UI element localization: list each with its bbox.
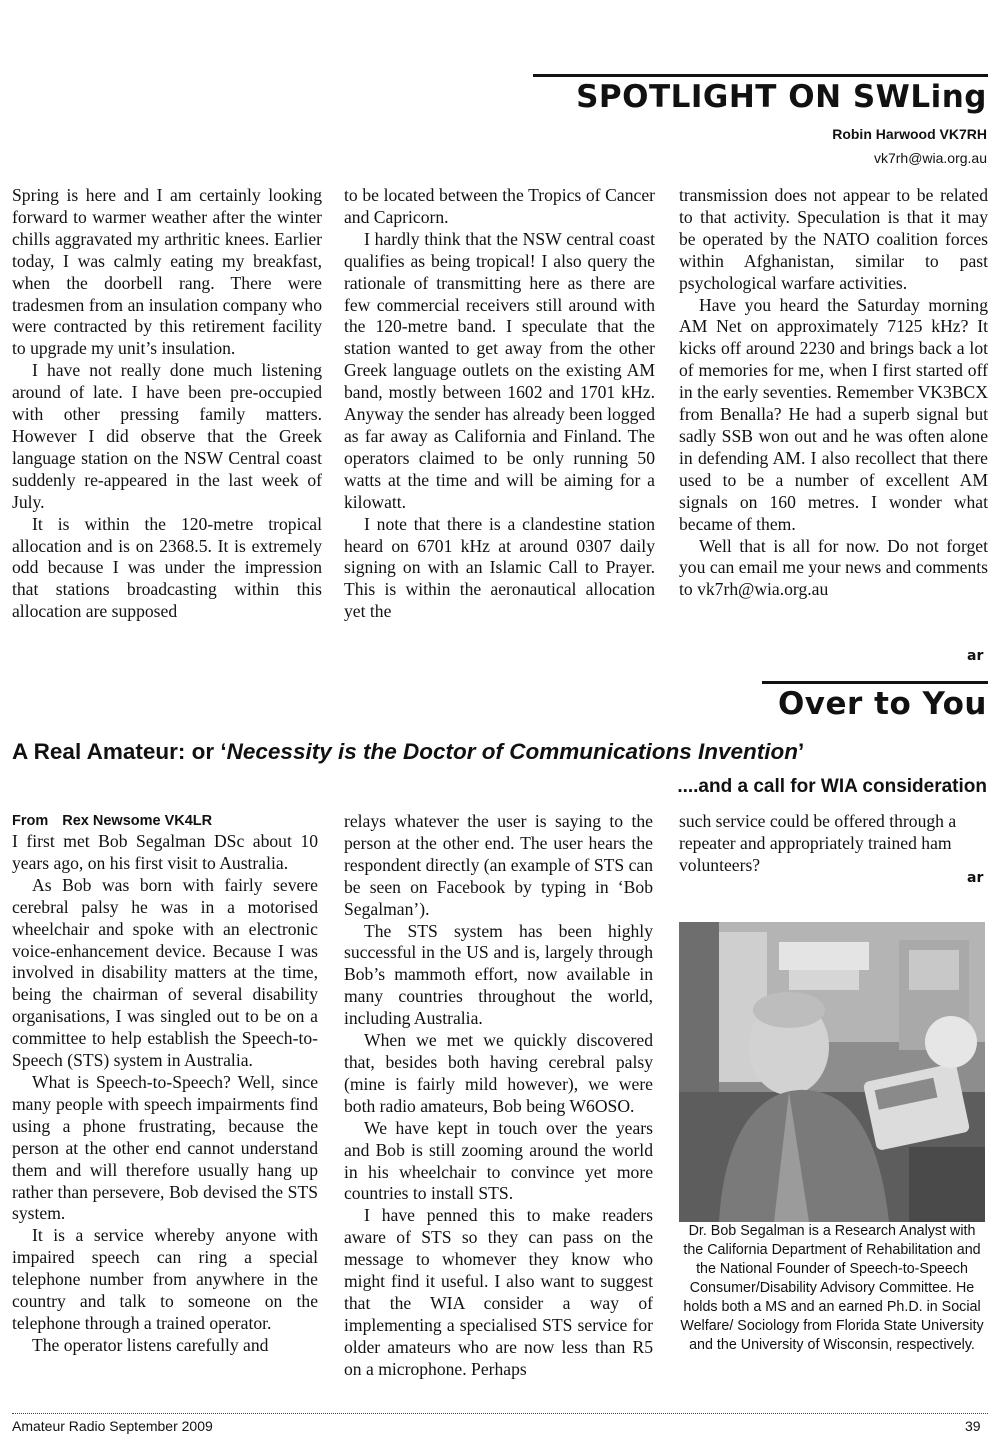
paragraph: The operator listens carefully and [32,1334,269,1355]
paragraph: We have kept in touch over the years and Bob is still zooming around the world in his wheelchair to convince yet more countries to install STS. [344,1117,653,1204]
end-mark: ar [967,870,984,886]
article-headline [12,738,804,766]
paragraph: I hardly think that the NSW central coast qualifies as being tropical! I also query the rationale of transmitting here as there are few commercial receivers still around with the 120-metre band. I speculate that the station wanted to get away from the other Greek language outlets on the existing AM band, mostly between 1602 and 1701 kHz. Anyway the sender has already been logged as far away as California and Finland. The operators claimed to be only running 50 watts at the time and will be aiming for a kilowatt. [344,228,655,512]
letter-column-3 [679,811,988,877]
footer-rule [12,1413,988,1414]
title-rule [533,74,988,77]
paragraph: When we met we quickly discovered that, besides both having cerebral palsy (mine is fairly mild however), we were both radio amateurs, Bob being W6OSO. [344,1030,653,1116]
headline-lead: A Real Amateur: or ‘ [12,739,227,764]
paragraph: Well that is all for now. Do not forget you can email me your news and comments to vk7rh@wia.org.au [679,535,988,600]
spotlight-column-2 [344,185,655,623]
paragraph: such service could be offered through a repeater and appropriately trained ham volunteers? [679,811,957,875]
paragraph: I note that there is a clandestine station heard on 6701 kHz at around 0307 daily signing on with an Islamic Call to Prayer. This is within the aeronautical allocation yet the [344,513,655,622]
author-email: vk7rh@wia.org.au [873,150,987,166]
photo-bob-segalman [679,922,985,1222]
spotlight-column-1 [12,185,322,623]
paragraph: It is within the 120-metre tropical allocation and is on 2368.5. It is extremely odd because I was under the impression that stations broadcasting within this allocation are supposed [12,513,322,622]
paragraph: I have not really done much listening around of late. I have been pre-occupied with other pressing family matters. However I did observe that the Greek language station on the NSW Central coast suddenly re-appeared in the last week of July. [12,360,322,512]
letter-from [12,811,318,831]
title-rule [762,681,988,684]
paragraph: As Bob was born with fairly severe cerebral palsy he was in a motorised wheelchair and spoke with an electronic voice-enhancement device. Because I was involved in disability matters at the time, being the chairman of several disability organisations, I was singled out to be on a committee to help establish the Speech-to-Speech (STS) system in Australia. [12,874,318,1071]
from-name: Rex Newsome VK4LR [62,813,213,829]
author-name: Robin Harwood VK7RH [832,126,987,142]
paragraph: Spring is here and I am certainly looking forward to warmer weather after the winter chills aggravated my arthritic knees. Earlier today, I was calmly eating my breakfast, when the doorbell rang. There were tradesmen from an insulation company who were contracted by this retirement facility to upgrade my unit’s insulation. [12,185,322,359]
letter-column-2 [344,811,653,1381]
footer-page-number: 39 [965,1418,981,1434]
paragraph: I first met Bob Segalman DSc about 10 years ago, on his first visit to Australia. [12,831,318,873]
paragraph: The STS system has been highly successful in the US and is, largely through Bob’s mammoth effort, now available in many countries throughout the world, including Australia. [344,920,653,1029]
photo-illustration [679,922,985,1222]
paragraph: to be located between the Tropics of Cancer and Capricorn. [344,185,655,227]
paragraph: transmission does not appear to be related to that activity. Speculation is that it may be operated by the NATO coalition forces within Afghanistan, similar to past psychological warfare activities. [679,185,988,293]
paragraph: relays whatever the user is saying to the person at the other end. The user hears the respondent directly (an example of STS can be seen on Facebook by typing in ‘Bob Segalman’). [344,811,653,919]
spotlight-byline [832,125,987,167]
paragraph: I have penned this to make readers aware of STS so they can pass on the message to whomever they know who might find it useful. I also want to suggest that the WIA consider a way of implementing a specialised STS service for older amateurs who are now less than R5 on a microphone. Perhaps [344,1205,653,1379]
photo-caption: Dr. Bob Segalman is a Research Analyst with the California Department of Rehabilitation and the National Founder of Speech-to-Speech Consumer/Disability Advisory Committee. He holds both a MS and an earned Ph.D. in Social Welfare/ Sociology from Florida State University and the University of Wisconsin, respectively. [680,1223,984,1353]
letter-column-1 [12,811,318,1357]
overtoyou-title: Over to You [777,686,987,722]
spotlight-title: SPOTLIGHT ON SWLing [576,79,987,115]
spotlight-column-3 [679,185,988,601]
article-subheadline: ....and a call for WIA consideration [677,776,987,797]
from-label: From [12,813,49,829]
end-mark: ar [967,648,984,664]
footer-publication: Amateur Radio September 2009 [12,1418,213,1434]
paragraph: Have you heard the Saturday morning AM Net on approximately 7125 kHz? It kicks off around 2230 and brings back a lot of memories for me, when I first started off in the early seventies. Remember VK3BCX from Benalla? He had a superb signal but sadly SSB won out and he was often alone in defending AM. I also recollect that there used to be a number of excellent AM signals on 160 metres. I wonder what became of them. [679,294,988,534]
paragraph: It is a service whereby anyone with impaired speech can ring a special telephone number from anywhere in the country and talk to someone on the telephone through a trained operator. [12,1225,318,1333]
headline-tail: ’ [798,739,805,764]
paragraph: What is Speech-to-Speech? Well, since many people with speech impairments find using a phone frustrating, because the person at the other end cannot understand them and will therefore usually hang up rather than persevere, Bob devised the STS system. [12,1071,318,1224]
headline-italic: Necessity is the Doctor of Communications Invention [226,739,798,764]
